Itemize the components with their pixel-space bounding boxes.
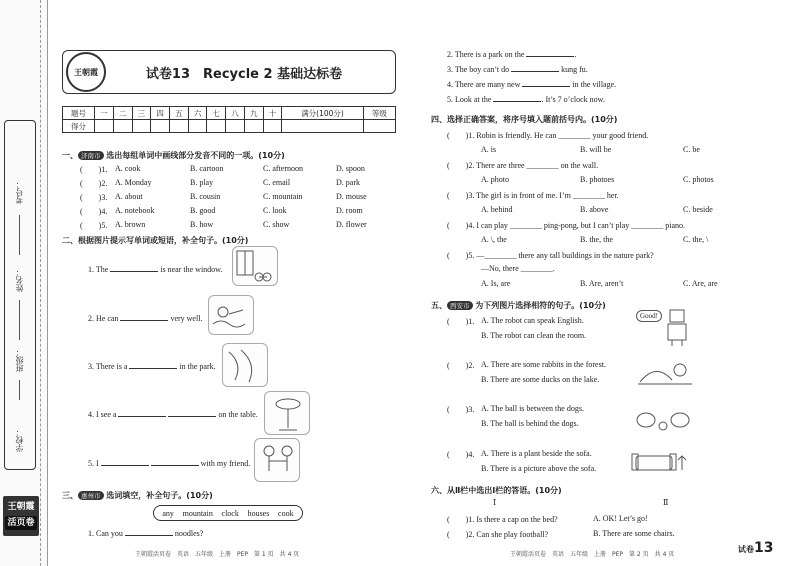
q-number: ( )4. bbox=[447, 450, 475, 459]
student-info-box bbox=[4, 120, 36, 470]
window-picture bbox=[232, 246, 278, 286]
section-number: 五、 bbox=[431, 301, 447, 310]
option: C. the, \ bbox=[683, 235, 709, 244]
option: B. cartoon bbox=[190, 164, 224, 173]
option: C. show bbox=[263, 220, 290, 229]
option: A. notebook bbox=[115, 206, 155, 215]
score-blank[interactable] bbox=[151, 120, 170, 133]
option: C. photos bbox=[683, 175, 714, 184]
answer-blank[interactable] bbox=[151, 458, 199, 466]
section-title: 选出每组单词中画线部分发音不同的一项。(10分) bbox=[106, 151, 285, 160]
score-blank[interactable] bbox=[363, 120, 395, 133]
class-label: 班级： bbox=[15, 348, 24, 372]
sentence-post: in the village. bbox=[572, 80, 617, 89]
lamp-picture bbox=[264, 391, 310, 435]
answer-blank[interactable] bbox=[125, 528, 173, 536]
fill-sentence bbox=[447, 49, 576, 59]
section-number: 四、 bbox=[431, 115, 447, 124]
lamp-icon bbox=[265, 392, 311, 436]
sentence-post: kung fu. bbox=[561, 65, 588, 74]
mc-question-line2: —No, there ________. bbox=[481, 264, 555, 273]
option: C. Are, are bbox=[683, 279, 718, 288]
section-title: 选择正确答案，将序号填入题前括号内。(10分) bbox=[447, 115, 618, 124]
option: A. is bbox=[481, 145, 497, 154]
rabbits-forest-icon bbox=[636, 352, 694, 386]
option: C. beside bbox=[683, 205, 713, 214]
answer-blank[interactable] bbox=[110, 264, 158, 272]
section-1-heading bbox=[62, 150, 285, 161]
q-number: ( )2. bbox=[447, 361, 475, 370]
class-line bbox=[19, 380, 20, 400]
logo-seal: 王朝霞 bbox=[66, 52, 106, 92]
option: A. behind bbox=[481, 205, 513, 214]
option: B. There are some ducks on the lake. bbox=[481, 375, 600, 384]
sentence-post: on the table. bbox=[218, 410, 258, 419]
sentence-pre: 3. The boy can’t do bbox=[447, 65, 510, 74]
option: C. afternoon bbox=[263, 164, 303, 173]
sentence-post: . bbox=[574, 50, 577, 59]
score-cell: 一 bbox=[95, 107, 114, 120]
exam-number-line bbox=[19, 215, 20, 255]
dogs-ball-icon bbox=[634, 404, 692, 434]
option: B. how bbox=[190, 220, 214, 229]
word-option: mountain bbox=[182, 508, 213, 518]
option: B. Are, aren’t bbox=[580, 279, 624, 288]
score-cell: 七 bbox=[207, 107, 226, 120]
option: A. cook bbox=[115, 164, 141, 173]
name-line bbox=[19, 300, 20, 340]
fill-sentence bbox=[88, 409, 258, 419]
q1-item bbox=[80, 164, 107, 175]
score-cell: 五 bbox=[169, 107, 188, 120]
section-title: 从Ⅱ栏中选出Ⅰ栏的答语。(10分) bbox=[447, 486, 562, 495]
score-blank[interactable] bbox=[282, 120, 363, 133]
answer-blank[interactable] bbox=[526, 49, 577, 59]
mc-question: ( )3. The girl is in front of me. I’m ________ her. bbox=[447, 191, 619, 200]
region-tag: 济南市 bbox=[78, 151, 104, 160]
score-blank[interactable] bbox=[188, 120, 207, 133]
option: A. \, the bbox=[481, 235, 507, 244]
q-number: ( )5. bbox=[80, 221, 108, 230]
sentence-pre: 2. He can bbox=[88, 314, 119, 323]
fill-sentence bbox=[88, 264, 222, 274]
option: B. good bbox=[190, 206, 216, 215]
score-cell: 得分 bbox=[63, 120, 95, 133]
option: B. photoes bbox=[580, 175, 615, 184]
score-cell: 四 bbox=[151, 107, 170, 120]
section-title: 根据图片提示写单词或短语，补全句子。(10分) bbox=[78, 236, 249, 245]
fill-sentence bbox=[447, 94, 605, 104]
option: B. The ball is behind the dogs. bbox=[481, 419, 579, 428]
match-answer: B. There are some chairs. bbox=[593, 529, 675, 538]
score-cell: 三 bbox=[132, 107, 151, 120]
option: B. the, the bbox=[580, 235, 613, 244]
score-cell: 九 bbox=[244, 107, 263, 120]
fill-sentence bbox=[88, 458, 250, 468]
q-number: ( )1. bbox=[447, 317, 475, 326]
word-option: houses bbox=[247, 508, 270, 518]
section-number: 三、 bbox=[62, 491, 78, 500]
section-4-heading bbox=[431, 114, 617, 125]
word-bank bbox=[153, 505, 303, 521]
score-input-row bbox=[63, 120, 396, 133]
option: C. email bbox=[263, 178, 291, 187]
option: B. will be bbox=[580, 145, 612, 154]
sentence-pre: 2. There is a park on the bbox=[447, 50, 525, 59]
robot-icon bbox=[662, 308, 692, 348]
q-number: ( )4. bbox=[80, 207, 108, 216]
option: A. Is, are bbox=[481, 279, 511, 288]
mc-question: ( )1. Robin is friendly. He can ________ your good friend. bbox=[447, 131, 649, 140]
option: B. play bbox=[190, 178, 214, 187]
brand-badge bbox=[3, 496, 39, 536]
option: A. brown bbox=[115, 220, 146, 229]
option: A. Monday bbox=[115, 178, 152, 187]
score-blank[interactable] bbox=[113, 120, 132, 133]
sentence-pre: 4. There are many new bbox=[447, 80, 521, 89]
page-num: 13 bbox=[754, 540, 774, 556]
paper-title: 试卷13 Recycle 2 基础达标卷 bbox=[145, 66, 343, 82]
footer-left: 王朝霞活页卷 英语 五年级 上册 PEP 第 1 页 共 4 页 bbox=[135, 551, 300, 558]
answer-blank[interactable] bbox=[129, 361, 177, 369]
column-1-label: Ⅰ bbox=[493, 498, 497, 507]
score-cell: 二 bbox=[113, 107, 132, 120]
score-cell: 等级 bbox=[363, 107, 395, 120]
footer-right: 王朝霞活页卷 英语 五年级 上册 PEP 第 2 页 共 4 页 bbox=[510, 551, 675, 558]
option: A. about bbox=[115, 192, 143, 201]
section-6-heading bbox=[431, 485, 562, 496]
option: B. cousin bbox=[190, 192, 221, 201]
section-number: 一、 bbox=[62, 151, 78, 160]
page-label: 试卷 bbox=[738, 545, 754, 554]
score-blank[interactable] bbox=[263, 120, 282, 133]
sentence-pre: 3. There is a bbox=[88, 362, 128, 371]
option: A. The ball is between the dogs. bbox=[481, 404, 584, 413]
answer-blank[interactable] bbox=[120, 313, 168, 321]
q-number: ( )1. bbox=[80, 165, 108, 174]
score-blank[interactable] bbox=[244, 120, 263, 133]
mc-question: ( )2. There are three ________ on the wall. bbox=[447, 161, 599, 170]
q-number: ( )3. bbox=[447, 405, 475, 414]
window-clock-icon bbox=[233, 247, 279, 287]
score-cell: 六 bbox=[188, 107, 207, 120]
mc-question: ( )4. I can play ________ ping-pong, but I can’t play ________ piano. bbox=[447, 221, 686, 230]
answer-blank[interactable] bbox=[168, 409, 216, 417]
score-cell: 满分(100分) bbox=[282, 107, 363, 120]
score-table bbox=[62, 106, 396, 133]
fill-sentence bbox=[447, 64, 588, 74]
friends-picture bbox=[254, 438, 300, 482]
option: A. The robot can speak English. bbox=[481, 316, 584, 325]
option: D. flower bbox=[336, 220, 367, 229]
speech-bubble: Good! bbox=[636, 310, 662, 322]
paper-title-bar bbox=[62, 50, 396, 94]
cut-line bbox=[40, 0, 41, 566]
sofa-plant-icon bbox=[630, 444, 690, 474]
option: A. There is a plant beside the sofa. bbox=[481, 449, 592, 458]
page-number bbox=[738, 540, 773, 556]
section-title: 选词填空，补全句子。(10分) bbox=[106, 491, 213, 500]
region-tag: 惠州市 bbox=[78, 491, 104, 500]
mc-question: ( )5. —________ there any tall buildings in the nature park? bbox=[447, 251, 654, 260]
option: D. spoon bbox=[336, 164, 365, 173]
score-blank[interactable] bbox=[169, 120, 188, 133]
section-title: 为下列图片选择相符的句子。(10分) bbox=[475, 301, 606, 310]
score-cell: 八 bbox=[226, 107, 245, 120]
section-2-heading bbox=[62, 235, 248, 246]
option: B. There is a picture above the sofa. bbox=[481, 464, 597, 473]
swimming-picture bbox=[208, 295, 254, 335]
sentence-post: with my friend. bbox=[200, 459, 251, 468]
children-icon bbox=[255, 439, 301, 483]
option: C. look bbox=[263, 206, 287, 215]
school-label: 学校： bbox=[15, 428, 24, 452]
q-number: ( )2. bbox=[80, 179, 108, 188]
sentence-post: noodles? bbox=[174, 529, 204, 538]
exam-number-label: 考号： bbox=[15, 180, 24, 204]
answer-blank[interactable] bbox=[493, 94, 541, 102]
section-number: 六、 bbox=[431, 486, 447, 495]
river-icon bbox=[223, 344, 269, 388]
brand-top: 王朝霞 bbox=[7, 502, 35, 512]
score-cell: 题号 bbox=[63, 107, 95, 120]
region-tag: 西安市 bbox=[447, 301, 473, 310]
sentence-post: is near the window. bbox=[160, 265, 223, 274]
answer-blank[interactable] bbox=[511, 64, 559, 72]
fill-sentence bbox=[88, 528, 203, 538]
answer-blank[interactable] bbox=[118, 409, 166, 417]
option: D. mouse bbox=[336, 192, 367, 201]
option: C. be bbox=[683, 145, 700, 154]
section-5-heading bbox=[431, 300, 606, 311]
sentence-pre: 4. I see a bbox=[88, 410, 117, 419]
option: B. above bbox=[580, 205, 609, 214]
score-blank[interactable] bbox=[132, 120, 151, 133]
name-label: 姓名： bbox=[15, 268, 24, 292]
brand-bottom: 活页卷 bbox=[5, 516, 37, 530]
word-option: cook bbox=[278, 508, 294, 518]
option: D. park bbox=[336, 178, 360, 187]
binding-margin bbox=[0, 0, 48, 566]
score-blank[interactable] bbox=[95, 120, 114, 133]
word-option: clock bbox=[221, 508, 239, 518]
section-3-heading bbox=[62, 490, 213, 501]
option: A. photo bbox=[481, 175, 509, 184]
match-question: ( )1. Is there a cap on the bed? bbox=[447, 515, 558, 524]
option: C. mountain bbox=[263, 192, 303, 201]
q-number: ( )3. bbox=[80, 193, 108, 202]
sentence-post: very well. bbox=[170, 314, 203, 323]
section-number: 二、 bbox=[62, 236, 78, 245]
swim-icon bbox=[209, 296, 255, 336]
sentence-pre: 5. Look at the bbox=[447, 95, 492, 104]
river-picture bbox=[222, 343, 268, 387]
sentence-post: . It’s 7 o’clock now. bbox=[541, 95, 605, 104]
sentence-pre: 5. I bbox=[88, 459, 99, 468]
score-header-row bbox=[63, 107, 396, 120]
word-option: any bbox=[162, 508, 174, 518]
fill-sentence bbox=[447, 79, 616, 89]
match-answer: A. OK! Let’s go! bbox=[593, 514, 648, 523]
match-question: ( )2. Can she play football? bbox=[447, 530, 549, 539]
option: B. The robot can clean the room. bbox=[481, 331, 587, 340]
score-blank[interactable] bbox=[226, 120, 245, 133]
sentence-post: in the park. bbox=[179, 362, 216, 371]
fill-sentence bbox=[88, 313, 202, 323]
column-2-label: Ⅱ bbox=[663, 498, 669, 507]
fill-sentence bbox=[88, 361, 216, 371]
sentence-pre: 1. Can you bbox=[88, 529, 123, 538]
option: A. There are some rabbits in the forest. bbox=[481, 360, 606, 369]
score-blank[interactable] bbox=[207, 120, 226, 133]
option: D. room bbox=[336, 206, 363, 215]
answer-blank[interactable] bbox=[101, 458, 149, 466]
score-cell: 十 bbox=[263, 107, 282, 120]
sentence-pre: 1. The bbox=[88, 265, 109, 274]
answer-blank[interactable] bbox=[522, 79, 570, 87]
